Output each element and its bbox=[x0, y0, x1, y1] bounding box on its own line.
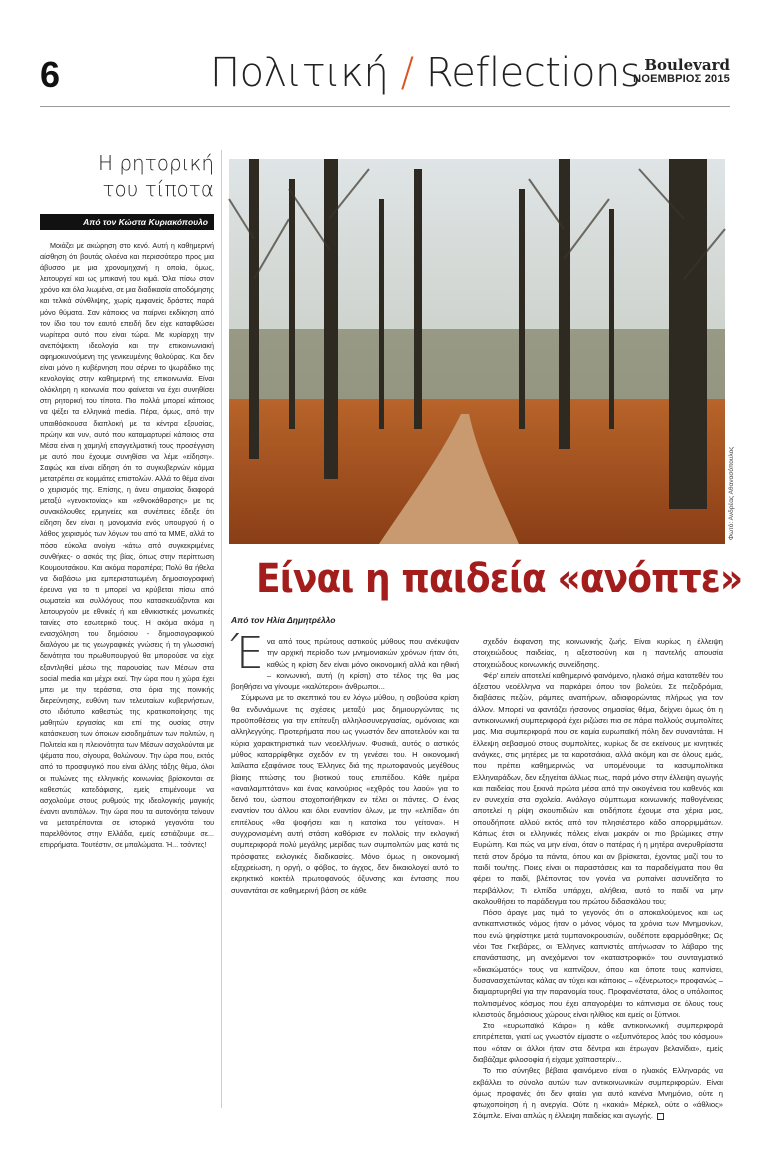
issue-date: ΝΟΕΜΒΡΙΟΣ 2015 bbox=[633, 73, 730, 85]
paragraph-7 bbox=[473, 1065, 723, 1121]
section-right: Reflections bbox=[425, 50, 641, 96]
paragraph-1 bbox=[231, 628, 459, 692]
end-mark-icon bbox=[657, 1113, 664, 1120]
paragraph-1-text: να από τους πρώτους αστικούς μύθους που ανέκυψαν την αρχική περίοδο των μνημονιακών χρόνων ήταν ότι, καθώς η κρίση δεν είναι μόνο οικονομική αλλά και ηθική – κοινωνική, αυτή (η κρίση) στο τέλος της θα μας βοηθήσει να γίνουμε «καλύτεροι» άνθρωποι... bbox=[231, 637, 459, 692]
paragraph-2: Σύμφωνα με το σκεπτικό του εν λόγω μύθου, η σοβούσα κρίση θα ενδυνάμωνε τις σχέσεις μεταξύ μας δημιουργώντας τις προϋποθέσεις για την επίτευξη αλληλοσυνεργασίας, ομόνοιας και αλληλεγγύης. Προτερήματα που ως γνωστόν δεν αποτελούν και τα κύρια χαρακτηριστικά των νεοελλήνων. Φυσικά, αυτός ο αστικός μύθος καταρρίφθηκε σχεδόν εν τη γενέσει του. Η οικονομική λαίλαπα εξαφάνισε τους Έλληνες διά της πρωτοφανούς μεγέθους βίαιης πτώσης του βιοτικού τους επιπέδου. Κάθε ημέρα «αναιλαμπτόταν» και ένας καινούριος «εχθρός του λαού» για το δεινό του, ώσπου στοχοποιήθηκαν εν τέλει οι πάντες. Ο ένας εναντίον του άλλου και όλοι εναντίον όλων, με την «ελπίδα» ότι επιτέλους «θα ψοφήσει και η κατσίκα του γείτονα». Η συγχρονισμένη αυτή στάση καθόρισε εν πολλοίς την εκλογική συμπεριφορά πολύ μεγάλης μερίδας των συμπολιτών μας κατά τις πρόσφατες εκλογικές διαδικασίες. Μόνο όμως η οικονομική εξαχρείωση, η οργή, ο φόβος, το άγχος, δεν δικαιολογεί αυτό το εκρηκτικό κοκτέιλ πρωτοφανούς όξυνσης και έντασης που συναντάται σε καθημερινή βάση σε κάθε bbox=[231, 693, 459, 895]
article-column-1 bbox=[231, 628, 459, 1106]
article-column-2 bbox=[473, 636, 723, 1121]
paragraph-5: Πόσο άραγε μας τιμά το γεγονός ότι ο αποκαλούμενος και ως αντικαπνιστικός νόμος ήταν ο μόνος νόμος τα χρόνια των Μνημονίων, που ενώ ψηφίστηκε μετά τυμπανοκρουσιών, ουδέποτε εφαρμόσθηκε; Ως νέοι Τσε Γκεβάρες, οι Έλληνες καπνιστές απήνωσαν το λάβαρο της επανάστασης, μη ανεχόμενοι τον «καταστροφικό» του συνταγματικό «δικαιώματός» τους να καπνίζουν, όπου και όποτε τους καπνίσει, δυσανασχετώντας κάλας αν τύχει και κάποιος – «ξένερωτος» προφανώς – διαμαρτυρηθεί για την παρανομία τους. Προφανέστατα, όλος ο υπόλοιπος πολιτισμένος κόσμος που έχει απαγορέψει το κάπνισμα σε όλους τους κλειστούς δημόσιους χώρους είναι ηλίθιος και εμείς οι ξύπνιοι. bbox=[473, 908, 723, 1019]
paragraph-6: Στο «ευρωπαϊκό Κάιρο» η κάθε αντικοινωνική συμπεριφορά επιτρέπεται, γιατί ως γνωστόν είμαστε ο «εξυπνότερος λαός του κόσμου» που «όταν οι άλλοι ήταν στα δέντρα και έτρωγαν βελανίδια», εμείς διαβάζαμε φιλοσοφία ή είχαμε χαϊπαστερίν... bbox=[473, 1021, 723, 1064]
article-byline: Από τον Ηλία Δημητρέλλο bbox=[231, 615, 336, 625]
paragraph-3: σχεδόν έκφανση της κοινωνικής ζωής. Είναι κυρίως η έλλειψη στοιχειώδους παιδείας, η αξεστοσύνη και η παντελής απουσία στοιχειώδους κοινωνικής συνείδησης. bbox=[473, 637, 723, 669]
brand-name: Boulevard bbox=[644, 56, 730, 74]
sidebar-title bbox=[40, 150, 214, 202]
section-left: Πολιτική bbox=[210, 50, 389, 96]
dropcap: Έ bbox=[231, 628, 264, 679]
section-title bbox=[210, 50, 640, 96]
article-photo bbox=[229, 159, 725, 544]
article-headline: Είναι η παιδεία «ανόπτε» bbox=[256, 556, 743, 602]
sidebar-title-line2: του τίποτα bbox=[102, 177, 214, 201]
page-number: 6 bbox=[40, 54, 61, 95]
column-divider bbox=[221, 150, 222, 1108]
header-rule bbox=[40, 106, 730, 107]
sidebar-author: Από τον Κώστα Κυριακόπουλο bbox=[40, 214, 214, 230]
brand-block bbox=[633, 58, 730, 85]
paragraph-4: Φέρ' ειπείν αποτελεί καθημερινό φαινόμενο, ηλιακό σήμα κατατεθέν του άξεστου νεοέλληνα να παρκάρει όπου τον βολεύει. Σε πεζοδρόμια, διαβάσεις πεζών, ράμπες αναπήρων, αδιαφορώντας πλήρως για τον άλλον. Μπορεί να φαντάζει ήσσονος σημασίας θέμα, δείχνει όμως ότι η αντικοινωνική συμπεριφορά έχει ριζώσει πια σε πάρα πολλούς συμπολίτες μας. Μια συμπεριφορά που σε καμία ευρωπαϊκή πόλη δεν συναντάται. Η έλλειψη σεβασμού στους συμπολίτες, κυρίως δε σε εκείνους με κινητικές ανάγκες, στις μητέρες με τα καροτσάκια, αλλά ακόμη και σε όλους εμάς, που πρέπει καθημερινώς να υπομένουμε τα κασυμπολίτικα Ελληναράδων, δεν εξηγείται άλλως πως, παρά μόνο στην έλλειψη αγωγής και παιδείας που ξεκινά πρώτα μέσα από την οικογένεια του καθενός και εν συνεχεία στα σχολεία. Ανάλογο σύμπτωμα κοινωνικής παθογένειας αποτελεί η ρίψη σκουπιδιών και οτιδήποτε έχουμε στα χέρια μας, οπουδήποτε αλλού εκτός από τον πλησιέστερο κάδο απορριμμάτων. Κάπως έτσι οι ελληνικές πόλεις είναι μακράν οι πιο βρώμικες στην Ευρώπη. Και πώς να μην είναι, όταν ο πατέρας ή η μητέρα ανερυθρίαστα πετά στον δρόμο τα πάντα, όπου και αν βρίσκεται, έχοντας μαζί του το παιδί του/της. Ποιες είναι οι παραστάσεις και τα παραδείγματα που θα φέρει το παιδί, βλέποντας τον γονέα να ρυπαίνει ασυνείδητα το περιβάλλον; Τι ελπίδα υπάρχει, αλήθεια, αυτό το παιδί να μην ακολουθήσει το παράδειγμα του πρώτου διδασκάλου του; bbox=[473, 670, 723, 906]
photo-credit: Φωτό: Ανδρέας Αθανασόπουλος bbox=[728, 446, 735, 540]
paragraph-7-text: Το πιο σύνηθες βέβαια φαινόμενο είναι ο ηλιακός Ελληναράς να εκβάλλει το σύνολο αυτών των αντικοινωνικών συμπεριφορών. Είναι όμως προφανές ότι δεν φταίει για αυτό κανένα Μνημόνιο, ούτε η φτωχοποίηση ή η ανεργία. Ούτε η «κακιά» Μέρκελ, ούτε ο «άθλιος» Σόιμπλε. Είναι απλώς η έλλειψη παιδείας και αγωγής. bbox=[473, 1066, 723, 1121]
sidebar-title-line1: Η ρητορική bbox=[97, 151, 214, 175]
sidebar-column bbox=[40, 150, 214, 1140]
sidebar-body: Μοιάζει με ακώρηση στο κενό. Αυτή η καθημερινή αίσθηση ότι βουτάς ολοένα και περισσότερο προς μια άβυσσο με μια χρονομηχανή η οποία, όμως, λειτουργεί και ως μπικανή του κιμά. Όλα πίσω στον χρόνο και όλα λιωμένα, σε μια διαδικασία αποδόμησης και τελικά σύνθλιψης, χωρίς εμφανείς δράστες παρά μόνο θύματα. Σαν κάποιος να παίρνει εκδίκηση από τον ίδιο του τον εαυτό επειδή δεν είχε καταφθώσει νωρίτερα αυτό που είναι τώρα. Με κυρίαρχη την ανεπόψεκτη ιδεολογία και την επικοινωνιακή αφημοκυνούμενη της γενικευμένης θολούρας. Και δεν είναι μόνο η κυβέρνηση που σέρνει το ψωράδικο της κενολογίας στην καθημερινή της επικοινωνία. Είναι ολόκληρη η κοινωνία που φαίνεται να έχει συνηθίσει στη ρητορική του τίποτα. Πιο πολλά μπορεί κάποιος να ψέξει τα ελληνικά media. Πέρα, όμως, από την υπαιθόσκουσα διαπλοκή με τα κέντρα εξουσίας, πρώην και νυν, αυτό που καταμαρτυρεί κάποιος στα Μέσα είναι η χαμηλή επαγγελματική τους προσέγγιση με αυτό που έχουμε συνηθίσει να λέμε «είδηση». Σαφώς και είναι είδηση ότι το συγκυβερνών κόμμα μετατρέπει σε κομμάτες επιστολών. Αλλά το θέμα είναι ο χειρισμός της. Επίσης, η άνευ σημασίας διαφορά μεταξύ «γενοκτονίας» και «εθνοκάθαρσης» με τις συνακόλουθες ερμηνείες και συνέπειες έδειξε ότι είδηση δεν είναι η μονομανία ενός υπουργού ή ο λάθος χειρισμός των λόγων του από τα ΜΜΕ, αλλά το πόσο εύκολα ανοίγει -κάτω από συγκεκριμένες συνθήκες- ο ασκός της βίας, όπως στην περίπτωση Κουμουτσάκου. Και ακόμα παραπέρα; Πολύ θα ήθελα να διαβάσω μια εμπεριστατωμένη δημοσιογραφική έρευνα για το τι μπορεί να κρύβεται πίσω από σωματεία και συλλόγους που κατασκευάζονται και λειτουργούν με εθνικές ή και εθνικιστικές μονωτικές ταινίες στο εσωτερικό τους. Η ακόμα ακόμα η ενασχόληση του δημόσιου - δημοσιογραφικού διαλόγου με τις γεωγραφικές γνώσεις ή τη γλωσσική δεινότητα του πρωθυπουργού θα μπορούσε να είχε εξαντληθεί μέσω της παρουσίας των Μέσων στα social media και μέχρι εκεί. Την ώρα που η χώρα έχει μπει με την τεράστια, στα όρια της ποινικής διερεύνησης, ευθύνη των τελευταίων κυβερνήσεων, στο ιδιότυπο καθεστώς της κρατικοποίησης της μαθητών εργασίας και επί της ουσίας στην κατάσκευση των όποιων εισοδημάτων των πολιτών, η Πολιτεία και η πλειονότητα των Μέσων ασχολούνται με ψέματα που, σίγουρα, θολώνουν. Την ώρα που, εκτός από το προσφυγικό που είναι άλλης τάξης θέμα, όλοι οι πυλώνες της ελληνικής κοινωνίας βρίσκονται σε καθεστώς κατεδάφισης, εμείς επιμένουμε να ασχολούμε στους ρυθμούς της ιδεολογικής μαγικής έναντι αντιπάλων. Την ώρα που τα αυτονόητα τείνουν να μετατρέπονται σε ιστορικά γεγονότα του παρελθόντος στην Ελλάδα, εμείς εστιάζουμε σε... επιρρήματα. Τουτέστιν, σε μπαλώματα. Ή... τσόντες! bbox=[40, 241, 214, 850]
section-slash: / bbox=[400, 50, 414, 96]
